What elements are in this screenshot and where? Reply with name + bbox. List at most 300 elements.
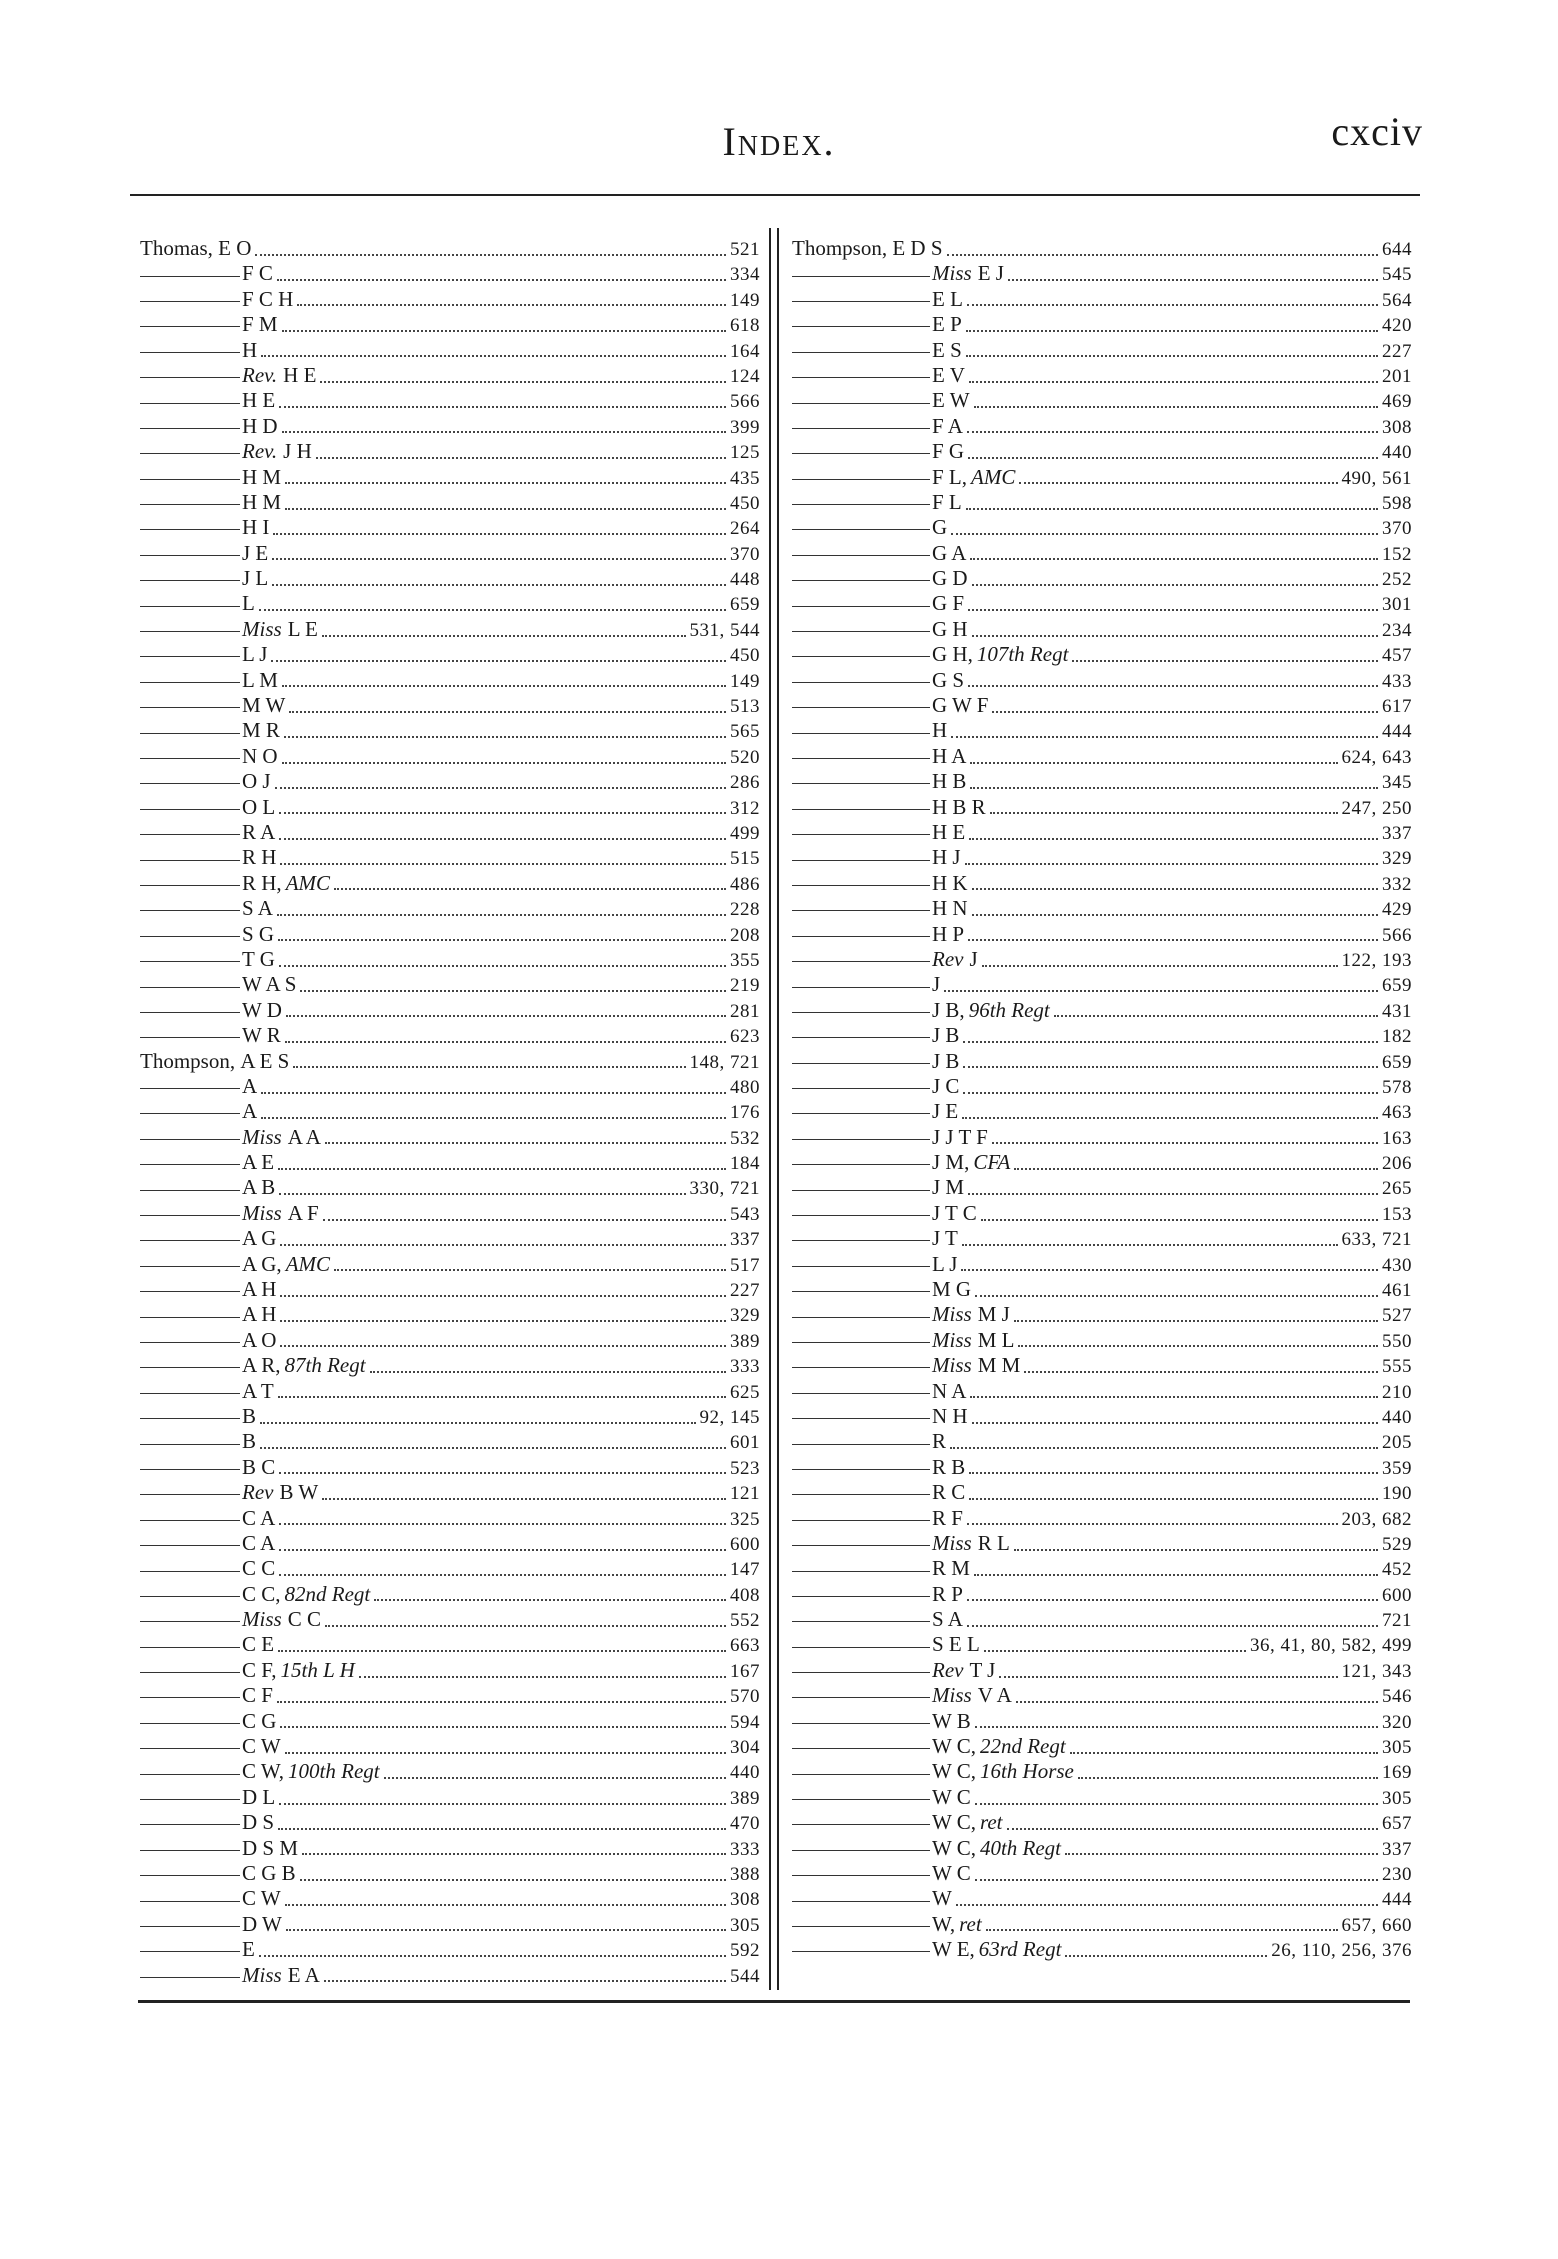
entry-page-numbers: 252 [1382,569,1412,591]
dot-leader [963,1041,1378,1043]
dot-leader [285,482,726,484]
entry-initials: R [932,1429,947,1454]
ditto-dash [140,936,240,937]
entry-name-group [892,236,942,261]
dot-leader [963,1092,1378,1094]
index-entry [140,1658,760,1683]
entry-name-group [242,1125,321,1150]
dot-leader [284,736,726,738]
index-entry [792,1353,1412,1378]
ditto-dash [792,326,930,327]
entry-page-numbers: 532 [730,1127,760,1149]
dot-leader [285,1904,726,1906]
entry-name-group [932,1353,1020,1378]
index-entry [140,947,760,972]
entry-name-group [932,1328,1014,1353]
index-entry [792,1886,1412,1911]
entry-unit-suffix: AMC [971,464,1016,489]
entry-initials: J J T F [932,1124,988,1149]
entry-page-numbers: 332 [1382,873,1412,895]
entry-name-group [242,490,281,515]
ditto-dash [140,1494,240,1495]
entry-initials: W C, [932,1734,976,1759]
dot-leader [324,1980,726,1982]
entry-name-group [932,515,947,540]
entry-page-numbers: 435 [730,467,760,489]
entry-page-numbers: 659 [730,594,760,616]
ditto-dash [140,555,240,556]
entry-name-group [242,465,281,490]
entry-unit-suffix: 82nd Regt [284,1581,371,1606]
entry-name-group [242,845,276,870]
ditto-dash [140,1596,240,1597]
entry-initials: W C, [932,1759,976,1784]
ditto-dash [140,1926,240,1927]
dot-leader [370,1371,726,1373]
ditto-dash [140,1266,240,1267]
entry-page-numbers: 594 [730,1711,760,1733]
ditto-dash [140,631,240,632]
entry-initials: R L [977,1530,1010,1555]
index-entry [140,769,760,794]
entry-initials: L J [932,1251,958,1276]
entry-name-group [242,896,273,921]
dot-leader [974,406,1378,408]
entry-name-group [932,972,940,997]
index-entry [140,1226,760,1251]
ditto-dash [140,656,240,657]
entry-page-numbers: 176 [730,1102,760,1124]
ditto-dash [140,1520,240,1521]
entry-page-numbers: 555 [1382,1356,1412,1378]
entry-page-numbers: 523 [730,1457,760,1479]
dot-leader [1008,279,1378,281]
ditto-dash [140,1164,240,1165]
ditto-dash [792,504,930,505]
entry-title-prefix: Miss [932,1683,972,1708]
ditto-dash [140,758,240,759]
entry-name-group [242,1201,319,1226]
index-entry [792,1709,1412,1734]
ditto-dash [140,1545,240,1546]
entry-page-numbers: 121, 343 [1341,1660,1412,1682]
dot-leader [981,1219,1378,1221]
entry-page-numbers: 440 [1382,1406,1412,1428]
entry-page-numbers: 305 [1382,1787,1412,1809]
index-entry [792,1049,1412,1074]
dot-leader [279,1803,726,1805]
entry-initials: W B [932,1708,971,1733]
dot-leader [279,812,726,814]
ditto-dash [140,1799,240,1800]
entry-initials: B [242,1429,257,1454]
ditto-dash [792,1393,930,1394]
dot-leader [259,1955,726,1957]
entry-name-group [932,871,968,896]
entry-page-numbers: 617 [1382,696,1412,718]
ditto-dash [792,1444,930,1445]
entry-name-group [932,1429,946,1454]
dot-leader [969,1498,1378,1500]
ditto-dash [792,1799,930,1800]
index-entry [792,363,1412,388]
entry-page-numbers: 529 [1382,1533,1412,1555]
ditto-dash [140,1291,240,1292]
entry-initials: D W [242,1911,282,1936]
entry-initials: B C [242,1454,276,1479]
entry-page-numbers: 544 [730,1965,760,1987]
entry-name-group [932,1810,1003,1835]
index-entry [140,1099,760,1124]
entry-page-numbers: 184 [730,1153,760,1175]
dot-leader [286,1929,726,1931]
index-entry [792,1506,1412,1531]
ditto-dash [792,428,930,429]
ditto-dash [140,1977,240,1978]
dot-leader [279,406,726,408]
entry-initials: H N [932,896,968,921]
index-entry [140,1937,760,1962]
entry-page-numbers: 121 [730,1483,760,1505]
entry-page-numbers: 598 [1382,492,1412,514]
entry-initials: W E, [932,1937,975,1962]
entry-name-group [932,566,968,591]
top-rule [130,194,1420,196]
ditto-dash [792,1926,930,1927]
ditto-dash [140,834,240,835]
entry-name-group [932,1937,1061,1962]
entry-page-numbers: 546 [1382,1686,1412,1708]
entry-initials: J E [242,540,269,565]
entry-initials: M J [977,1302,1010,1327]
entry-initials: N A [932,1378,967,1403]
entry-page-numbers: 450 [730,492,760,514]
entry-name-group [932,1379,966,1404]
index-entry [140,642,760,667]
ditto-dash [140,1774,240,1775]
entry-initials: E P [932,312,962,337]
dot-leader [278,1168,726,1170]
index-entry [140,1379,760,1404]
dot-leader [286,1015,726,1017]
entry-initials: F G [932,439,965,464]
entry-page-numbers: 228 [730,899,760,921]
entry-page-numbers: 149 [730,289,760,311]
entry-initials: F C [242,261,273,286]
ditto-dash [140,301,240,302]
index-entry [792,515,1412,540]
index-entry [140,1049,760,1074]
entry-initials: H A [932,743,967,768]
ditto-dash [140,1393,240,1394]
dot-leader [334,888,726,890]
index-entry [140,388,760,413]
dot-leader [975,1803,1378,1805]
entry-page-numbers: 644 [1382,239,1412,260]
entry-title-prefix: Miss [242,1200,282,1225]
ditto-dash [140,885,240,886]
dot-leader [982,965,1338,967]
entry-initials: A G [242,1226,277,1251]
entry-name-group [932,388,970,413]
ditto-dash [140,1037,240,1038]
dot-leader [974,1574,1378,1576]
entry-page-numbers: 565 [730,721,760,743]
dot-leader [320,381,726,383]
entry-name-group [242,363,316,388]
entry-page-numbers: 659 [1382,975,1412,997]
index-entry [792,1810,1412,1835]
entry-page-numbers: 433 [1382,670,1412,692]
ditto-dash [792,1951,930,1952]
index-entry [140,1175,760,1200]
index-entry [792,617,1412,642]
index-entry [792,1582,1412,1607]
dot-leader [282,431,726,433]
dot-leader [322,1498,726,1500]
entry-initials: C F, [242,1657,277,1682]
entry-page-numbers: 308 [730,1889,760,1911]
entry-page-numbers: 182 [1382,1026,1412,1048]
index-entry [792,490,1412,515]
entry-name-group [932,769,966,794]
ditto-dash [792,987,930,988]
entry-page-numbers: 305 [730,1914,760,1936]
entry-page-numbers: 600 [730,1533,760,1555]
page-title: Index. [722,119,836,164]
ditto-dash [140,1951,240,1952]
entry-name-group [242,1277,276,1302]
entry-initials: T G [242,946,275,971]
ditto-dash [140,910,240,911]
ditto-dash [792,529,930,530]
entry-name-group [932,693,988,718]
entry-initials: B W [279,1480,319,1505]
dot-leader [359,1676,726,1678]
ditto-dash [140,529,240,530]
entry-name-group [242,795,275,820]
ditto-dash [792,377,930,378]
entry-initials: M W [242,693,286,718]
ditto-dash [792,1367,930,1368]
entry-page-numbers: 448 [730,569,760,591]
entry-initials: C F [242,1683,273,1708]
dot-leader [293,1066,685,1068]
entry-page-numbers: 359 [1382,1457,1412,1479]
index-entry [792,1302,1412,1327]
ditto-dash [792,1672,930,1673]
dot-leader [260,1422,695,1424]
index-entry [140,1607,760,1632]
index-entry [140,1506,760,1531]
dot-leader [992,1142,1378,1144]
entry-initials: A H [242,1277,277,1302]
entry-page-numbers: 552 [730,1610,760,1632]
entry-page-numbers: 153 [1382,1203,1412,1225]
entry-name-group [932,1455,965,1480]
dot-leader [260,1447,726,1449]
entry-name-group [932,1023,959,1048]
entry-initials: J E [932,1099,959,1124]
index-entry [140,1963,760,1988]
entry-page-numbers: 210 [1382,1381,1412,1403]
entry-initials: C C, [242,1581,281,1606]
entry-page-numbers: 334 [730,264,760,286]
entry-name-group [242,1302,276,1327]
ditto-dash [140,1697,240,1698]
ditto-dash [140,1621,240,1622]
entry-page-numbers: 440 [1382,442,1412,464]
index-entry [140,465,760,490]
dot-leader [944,990,1378,992]
index-entry [792,1328,1412,1353]
ditto-dash [792,1342,930,1343]
dot-leader [325,1625,726,1627]
index-entry [140,1912,760,1937]
entry-name-group [242,744,278,769]
ditto-dash [140,1444,240,1445]
ditto-dash [140,1748,240,1749]
dot-leader [966,508,1378,510]
index-entry [140,236,760,261]
dot-leader [968,457,1378,459]
ditto-dash [140,377,240,378]
dot-leader [273,533,726,535]
entry-page-numbers: 355 [730,949,760,971]
ditto-dash [140,1875,240,1876]
index-entry [140,668,760,693]
ditto-dash [792,1063,930,1064]
ditto-dash [140,1367,240,1368]
entry-surname: Thompson, [140,1048,236,1073]
ditto-dash [140,1469,240,1470]
index-entry [792,439,1412,464]
ditto-dash [792,809,930,810]
index-entry [792,1175,1412,1200]
ditto-dash [792,555,930,556]
entry-page-numbers: 36, 41, 80, 582, 499 [1250,1635,1412,1657]
entry-page-numbers: 329 [730,1305,760,1327]
entry-page-numbers: 463 [1382,1102,1412,1124]
entry-initials: D L [242,1784,276,1809]
entry-initials: E J [977,261,1004,286]
entry-initials: B [242,1403,257,1428]
entry-page-numbers: 659 [1382,1051,1412,1073]
dot-leader [970,558,1378,560]
entry-unit-suffix: 40th Regt [979,1835,1062,1860]
entry-unit-suffix: CFA [973,1150,1011,1175]
index-entry [140,1125,760,1150]
ditto-dash [792,1240,930,1241]
entry-name-group [932,744,966,769]
entry-name-group [242,820,275,845]
entry-initials: N O [242,743,278,768]
index-entry [140,591,760,616]
ditto-dash [140,783,240,784]
index-entry [792,718,1412,743]
dot-leader [285,508,726,510]
entry-page-numbers: 203, 682 [1341,1508,1412,1530]
index-entry [792,338,1412,363]
entry-initials: A A [287,1124,321,1149]
entry-name-group [218,236,251,261]
index-entry [792,566,1412,591]
dot-leader [280,1726,726,1728]
index-entry [792,414,1412,439]
entry-initials: R F [932,1505,963,1530]
ditto-dash [140,606,240,607]
dot-leader [278,1396,726,1398]
entry-page-numbers: 389 [730,1330,760,1352]
ditto-dash [140,580,240,581]
index-entry [792,1429,1412,1454]
entry-unit-suffix: 107th Regt [976,642,1069,667]
index-entry [140,744,760,769]
dot-leader [1065,1955,1267,1957]
entry-initials: H K [932,870,968,895]
ditto-dash [140,403,240,404]
column-divider [769,228,779,1990]
entry-name-group [932,1506,963,1531]
ditto-dash [792,1164,930,1165]
index-entry [792,1226,1412,1251]
entry-page-numbers: 408 [730,1584,760,1606]
entry-name-group [242,998,282,1023]
index-entry [792,1023,1412,1048]
dot-leader [1014,1168,1378,1170]
dot-leader [279,838,726,840]
entry-name-group [932,795,986,820]
dot-leader [967,1523,1338,1525]
dot-leader [1054,1015,1378,1017]
ditto-dash [792,1317,930,1318]
index-entry [140,1074,760,1099]
entry-name-group [932,1201,977,1226]
entry-page-numbers: 26, 110, 256, 376 [1271,1940,1412,1962]
index-entry [792,998,1412,1023]
dot-leader [962,1117,1378,1119]
ditto-dash [792,936,930,937]
entry-page-numbers: 578 [1382,1076,1412,1098]
entry-initials: E [242,1937,255,1962]
index-entry [140,1404,760,1429]
entry-initials: A O [242,1327,277,1352]
entry-title-prefix: Rev [932,946,964,971]
entry-name-group [242,541,268,566]
dot-leader [255,254,726,256]
index-entry [140,896,760,921]
index-entry [792,1632,1412,1657]
entry-name-group [242,1759,380,1784]
entry-page-numbers: 281 [730,1000,760,1022]
ditto-dash [140,504,240,505]
index-entry [792,922,1412,947]
entry-initials: R C [932,1480,966,1505]
entry-name-group [932,642,1068,667]
entry-page-numbers: 520 [730,746,760,768]
ditto-dash [140,453,240,454]
entry-initials: F A [932,413,963,438]
index-entry [140,1632,760,1657]
entry-name-group [932,1531,1010,1556]
entry-initials: A F [287,1200,319,1225]
entry-initials: O L [242,794,276,819]
entry-initials: G H, [932,642,973,667]
entry-initials: G H [932,616,968,641]
dot-leader [272,558,726,560]
index-entry [792,1734,1412,1759]
entry-page-numbers: 167 [730,1660,760,1682]
